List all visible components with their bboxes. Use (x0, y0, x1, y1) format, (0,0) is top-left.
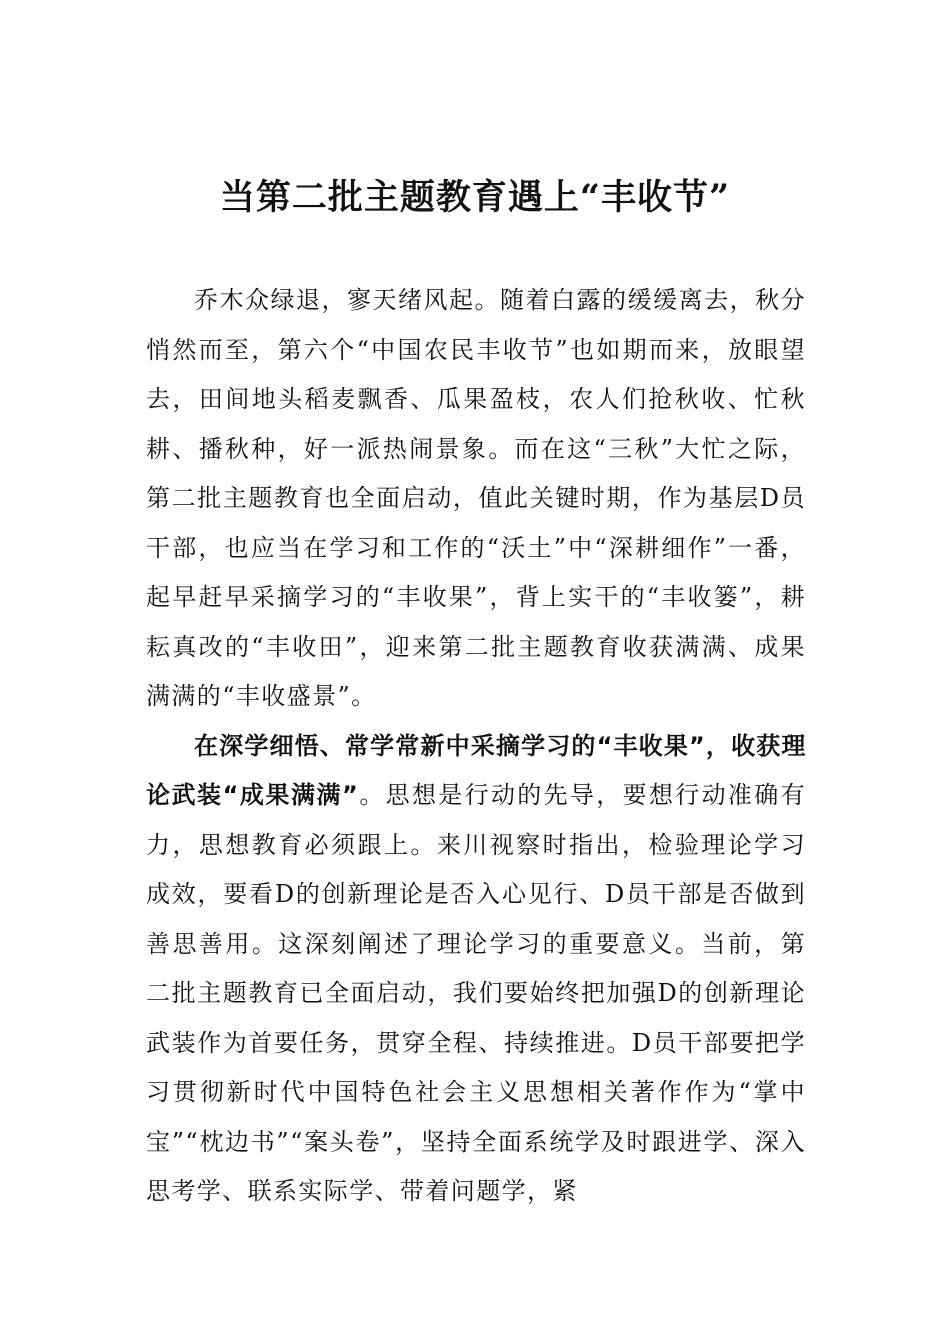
document-body (146, 276, 806, 1217)
paragraph-intro (146, 276, 806, 722)
paragraph-text: 。思想是行动的先导，要想行动准确有力，思想教育必须跟上。来川视察时指出，检验理论学习成效，要看D的创新理论是否入心见行、D员干部是否做到善思善用。这深刻阐述了理论学习的重要意义。当前，第二批主题教育已全面启动，我们要始终把加强D的创新理论武装作为首要任务，贯穿全程、持续推进。D员干部要把学习贯彻新时代中国特色社会主义思想相关著作作为“掌中宝”“枕边书”“案头卷”，坚持全面系统学及时跟进学、深入思考学、联系实际学、带着问题学，紧 (146, 781, 806, 1205)
document-title: 当第二批主题教育遇上“丰收节” (219, 177, 731, 218)
paragraph-lead-heading: 在深学细悟、常学常新中采摘学习的“丰收果”，收获理论武装“成果满满” (146, 731, 806, 809)
paragraph-text: 乔木众绿退，寥天绪风起。随着白露的缓缓离去，秋分悄然而至，第六个“中国农民丰收节”也如期而来，放眼望去，田间地头稻麦飘香、瓜果盈枝，农人们抢秋收、忙秋耕、播秋种，好一派热闹景象。而在这“三秋”大忙之际，第二批主题教育也全面启动，值此关键时期，作为基层D员干部，也应当在学习和工作的“沃土”中“深耕细作”一番，起早赶早采摘学习的“丰收果”，背上实干的“丰收篓”，耕耘真改的“丰收田”，迎来第二批主题教育收获满满、成果满满的“丰收盛景”。 (146, 286, 806, 710)
paragraph-theory (146, 722, 806, 1217)
